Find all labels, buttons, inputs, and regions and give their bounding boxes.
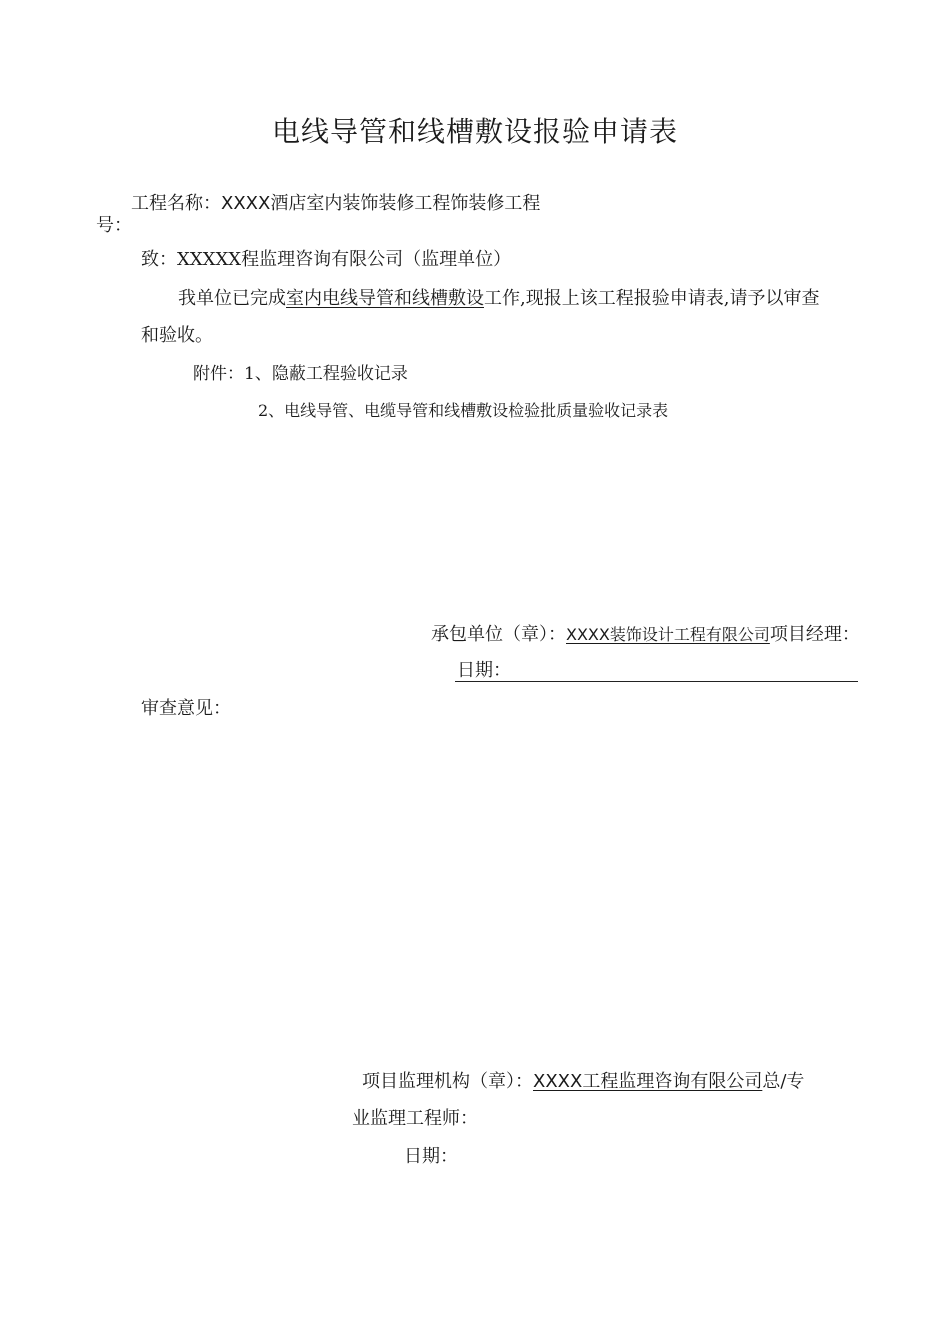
contractor-line <box>431 620 860 646</box>
attachment-item-2: 2、电线导管、电缆导管和线槽敷设检验批质量验收记录表 <box>258 401 669 420</box>
contractor-date-label: 日期： <box>457 660 511 681</box>
attachments-label: 附件： <box>193 364 244 384</box>
body-text-part2: 工作,现报上该工程报验申请表,请予以审查 <box>484 288 820 309</box>
supervision-company: XXXX工程监理咨询有限公司 <box>533 1071 763 1092</box>
project-manager-label: 项目经理： <box>769 624 860 645</box>
supervision-line <box>362 1067 804 1093</box>
body-text-part1: 我单位已完成 <box>178 288 286 309</box>
contractor-label: 承包单位（章）： <box>431 624 566 645</box>
project-name-line <box>131 189 540 215</box>
attachment-item-1: 1、隐蔽工程验收记录 <box>244 364 408 384</box>
project-name-value: XXXX酒店室内装饰装修工程饰装修工程 <box>221 193 541 214</box>
project-number-label: 号： <box>96 215 132 236</box>
engineer-label-part2: 业监理工程师： <box>352 1108 478 1129</box>
body-line-1 <box>178 284 819 310</box>
supervision-date-label: 日期： <box>404 1146 458 1167</box>
supervision-label: 项目监理机构（章）： <box>362 1071 533 1092</box>
engineer-label-part1: 总/专 <box>762 1071 805 1092</box>
project-name-label: 工程名称： <box>131 193 221 214</box>
addressee-suffix: （监理单位） <box>403 249 512 270</box>
contractor-company: XXXX装饰设计工程有限公司 <box>566 625 770 644</box>
document-title: 电线导管和线槽敷设报验申请表 <box>271 115 678 148</box>
addressee-prefix: 致： <box>141 249 177 270</box>
addressee-line <box>141 245 511 271</box>
body-text-part3: 和验收。 <box>141 325 213 346</box>
signature-divider <box>455 681 858 682</box>
work-description: 室内电线导管和线槽敷设 <box>286 288 484 309</box>
attachment-line-1 <box>193 359 408 384</box>
review-opinion-label: 审查意见： <box>141 698 231 719</box>
addressee-name: XXXXX程监理咨询有限公司 <box>177 249 404 270</box>
